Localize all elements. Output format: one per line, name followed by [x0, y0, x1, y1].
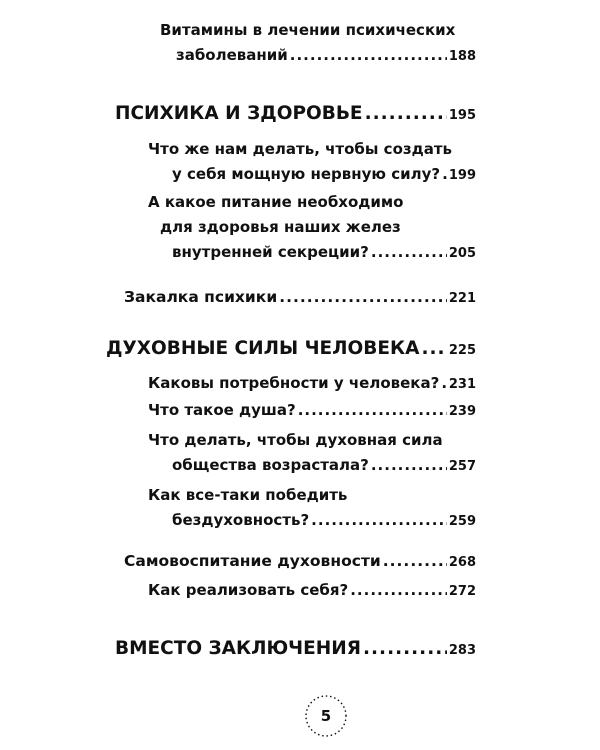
toc-entry-title-line: заболеваний [176, 46, 288, 64]
dot-leader [383, 549, 447, 574]
toc-page-number: 268 [448, 555, 476, 570]
toc-page-number: 283 [448, 643, 476, 658]
toc-entry-title: Как реализовать себя? [148, 581, 349, 599]
toc-entry-title-line: Витамины в лечении психических [160, 21, 456, 39]
toc-entry-hardening[interactable] [124, 285, 476, 311]
toc-entry-title: Что такое душа? [148, 401, 296, 419]
toc-page-number: 195 [448, 108, 476, 123]
dot-leader [298, 398, 447, 423]
toc-entry-title-line: для здоровья наших желез [160, 218, 401, 236]
toc-page-number: 239 [448, 404, 476, 419]
toc-page-number: 205 [448, 246, 476, 261]
toc-page-number: 231 [448, 377, 476, 392]
page-number-badge [303, 693, 349, 739]
toc-entry-title: Самовоспитание духовности [124, 552, 381, 570]
toc-section-title: ПСИХИКА И ЗДОРОВЬЕ [115, 103, 363, 124]
toc-entry-what-to-do[interactable] [148, 137, 476, 188]
toc-section-title: ДУХОВНЫЕ СИЛЫ ЧЕЛОВЕКА [106, 338, 420, 359]
toc-entry-society[interactable] [148, 428, 476, 479]
dot-leader [441, 371, 447, 396]
toc-entry-title-line: бездуховность? [172, 511, 310, 529]
toc-entry-vitamins[interactable] [160, 18, 476, 69]
toc-page-number: 257 [448, 459, 476, 474]
toc-page-number: 221 [448, 291, 476, 306]
toc-section-conclusion[interactable] [115, 636, 476, 664]
toc-entry-self-education[interactable] [124, 549, 476, 575]
dot-leader [371, 240, 447, 265]
toc-entry-title-line: Что делать, чтобы духовная сила [148, 431, 443, 449]
toc-entry-title: Закалка психики [124, 288, 278, 306]
dot-leader [363, 636, 447, 662]
toc-entry-nutrition[interactable] [148, 190, 476, 266]
toc-section-psyche-health[interactable] [115, 101, 476, 129]
dot-leader [442, 162, 447, 187]
toc-page-number: 188 [448, 49, 476, 64]
dot-leader [371, 453, 447, 478]
dot-leader [421, 336, 446, 362]
toc-entry-soul[interactable] [148, 398, 476, 424]
dot-leader [350, 578, 447, 603]
toc-entry-overcome[interactable] [148, 483, 476, 534]
page-number: 5 [320, 707, 332, 725]
toc-entry-title-line: общества возрастала? [172, 456, 369, 474]
toc-entry-realize[interactable] [148, 578, 476, 604]
dot-leader [290, 43, 447, 68]
toc-page-number: 272 [448, 584, 476, 599]
toc-entry-title-line: внутренней секреции? [172, 243, 369, 261]
toc-section-spiritual[interactable] [106, 336, 476, 364]
toc-page-number: 225 [448, 343, 476, 358]
toc-section-title: ВМЕСТО ЗАКЛЮЧЕНИЯ [115, 638, 361, 659]
dot-leader [365, 101, 447, 127]
toc-entry-title-line: Что же нам делать, чтобы создать [148, 140, 453, 158]
toc-entry-needs[interactable] [148, 371, 476, 397]
dot-leader [279, 285, 447, 310]
toc-entry-title-line: Как все-таки победить [148, 486, 348, 504]
toc-entry-title-line: А какое питание необходимо [148, 193, 404, 211]
toc-entry-title: Каковы потребности у человека? [148, 374, 440, 392]
toc-entry-title-line: у себя мощную нервную силу? [172, 165, 441, 183]
dot-leader [311, 508, 447, 533]
toc-page-number: 199 [448, 168, 476, 183]
toc-page-number: 259 [448, 514, 476, 529]
